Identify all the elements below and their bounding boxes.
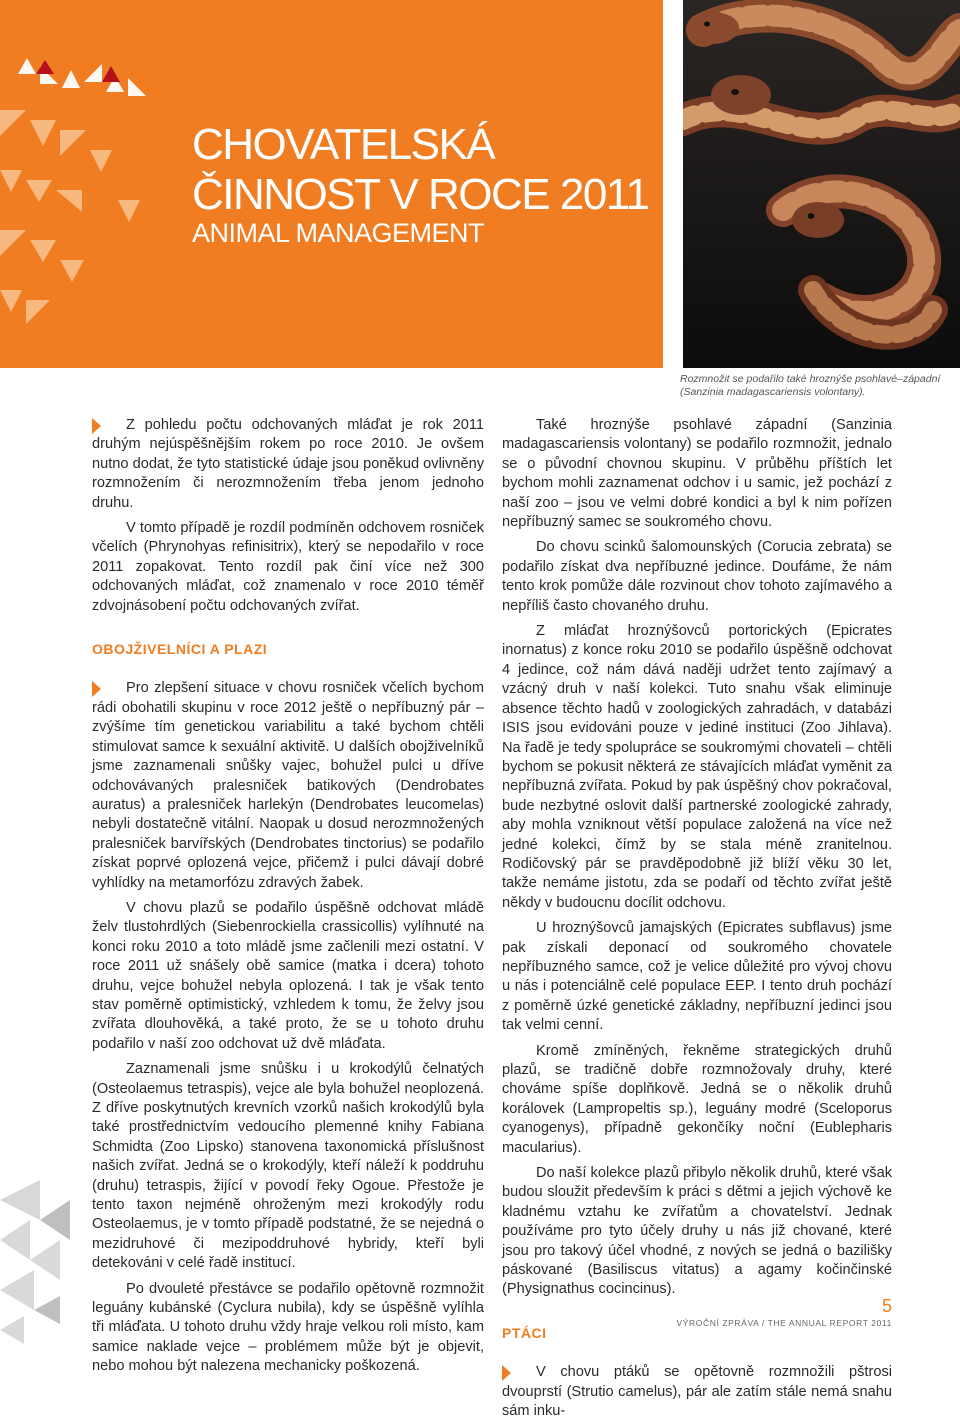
reptiles-paragraph-3: Zaznamenali jsme snůšku i u krokodýlů čelnatých (Osteolaemus tetraspis), vejce ale byla bohužel neoplozená. Z dříve poskytnutých krevních vzorků našich krokodýlů byla také prostřednictvím vedoucího plemenné knihy Fabiana Schmidta (Zoo Lipsko) stanovena taxonomická příslušnost našich zvířat. Jedná se o krokodýly, kteří náleží k poddruhu (druhu) tetraspis, žijící v povodí řeky Ogoue. Přestože je tento taxon nejméně ohroženým mezi krokodýly rodu Osteolaemus, je v tomto případě podstatné, že se nejedná o mezidruhové či mezipoddruhové hybridy, kteří byli detekováni v celé řadě institucí. [92, 1061, 484, 1272]
right-paragraph-4: U hroznýšovců jamajských (Epicrates subflavus) jsme pak získali deponací od soukromého chovatele nepříbuzného samce, což je velice důležité pro vývoj chovu u nás i potenciálně celé populace EEP. I tento druh pochází z poměrně úzké genetické základny, nepříbuzní jedinci jsou tak velmi cenní. [502, 920, 892, 1034]
reptiles-paragraph-2: V chovu plazů se podařilo úspěšně odchovat mládě želv tlustohrdlých (Siebenrockiella crassicollis) vylíhnuté na konci roku 2010 a toto mládě jsme začlenili mezi ostatní. V roce 2011 už snášely obě samice (matka i dcera) tohoto druhu, vejce bohužel nebyla oplozená. I tak je však tento stav poměrně optimistický, vzhledem k tomu, že želvy jsou zvířata dlouhověká, a také proto, že se u tohoto druhu podařilo v naší zoo odchovat už dvě mláďata. [92, 899, 484, 1052]
page-title-line-2: ČINNOST V ROCE 2011 [192, 170, 649, 219]
page-title-line-1: CHOVATELSKÁ [192, 120, 495, 169]
right-column [502, 416, 892, 1428]
caption-line-2: (Sanzinia madagascariensis volontany). [680, 386, 866, 398]
right-paragraph-6: Do naší kolekce plazů přibylo několik druhů, které však budou sloužit především k práci s dětmi a jejich výchově ke kladnému vztahu ke zvířatům a chovatelství. Jednak používáme pro tyto účely druhy u nás již chované, které jsou pro takový účel vhodné, z nových se jedná o baziliškу páskované (Basiliscus vitatus) a agamy kočinčinské (Physignathus cocincinus). [502, 1165, 892, 1298]
snake-photo [683, 0, 960, 368]
page-number: 5 [881, 1296, 892, 1316]
right-paragraph-2: Do chovu scinků šalomounských (Corucia zebrata) se podařilo získat dva nepříbuzné jedince. Doufáme, že nám tento krok pomůže dále rozvinout chov tohoto zajímavého a nepříliš často chovaného druhu. [502, 539, 892, 614]
amphibians-paragraph-1 [92, 679, 484, 892]
caption-line-1: Rozmnožit se podařilo také hroznýše psohlavé–západní [680, 373, 941, 385]
left-column [92, 416, 484, 1383]
corner-triangle-decoration [0, 1180, 80, 1356]
intro-paragraph-2: V tomto případě je rozdíl podmíněn odchovem rosniček včelích (Phrynohyas refinisitrix), který se nepodařilo v roce 2011 zopakovat. Tento rozdíl pak činí více než 300 odchovaných mláďat, což znamenalo v roce 2010 téměř zdvojnásobení počtu odchovaných zvířat. [92, 520, 484, 614]
photo-caption [680, 373, 950, 399]
section-heading-birds: PTÁCI [502, 1324, 547, 1341]
right-paragraph-5: Kromě zmíněných, řekněme strategických druhů plazů, se tradičně dobře rozmnožovaly druhy, které chováme spíše doplňkově. Jedná se o několik druhů korálovek (Lampropeltis sp.), leguány modré (Sceloporus cyanogenys), případně gekončíky noční (Eublepharis macularius). [502, 1042, 892, 1156]
section-heading-amphibians-reptiles: OBOJŽIVELNÍCI A PLAZI [92, 641, 268, 658]
amphibians-paragraph-1-text: Pro zlepšení situace v chovu rosniček včelích bychom rádi obohatili skupinu v roce 2012 ještě o nepříbuzný pár – zvýšíme tím genetickou variabilitu a také bychom chtěli stimulovat samce k sexuální aktivitě. U dalších obojživelníků jsme zaznamenali snůšky vajec, bohužel pulci u dříve odchovávaných pralesniček batikových (Dendrobates auratus) a pralesniček harlekýn (Dendrobates leucomelas) nebyli dostatečně vitální. Naopak u dosud nerozmnožených pralesniček barvířských (Dendrobates tinctorius) se podařilo získat poprvé oplozená vejce, přičemž i pulci dávají dobré vyhlídky na metamorfózu zdravých žabek. [92, 680, 484, 891]
title-block [192, 120, 648, 248]
birds-paragraph-1 [502, 1363, 892, 1421]
page-subtitle: ANIMAL MANAGEMENT [192, 218, 485, 248]
footer-report-label: VÝROČNÍ ZPRÁVA / THE ANNUAL REPORT 2011 [676, 1318, 892, 1328]
header-banner [0, 0, 663, 368]
right-paragraph-1: Také hroznýše psohlavé západní (Sanzinia madagascariensis volontany) se podařilo rozmnožit, jednalo se o původní chovnou skupinu. V průběhu příštích let bychom mohli zaznamenat odchov i u samic, jež pochází z naší zoo – jsou ve velmi dobré kondici a byl k nim pořízen nepříbuzný samec se soukromého chovu. [502, 417, 892, 531]
right-paragraph-3: Z mláďat hroznýšovců portorických (Epicrates inornatus) z konce roku 2010 se podařilo úspěšně odchovat 4 jedince, což nám dává naději udržet tento zajímavý a vzácný druh v naší kolekci. Tuto snahu však eliminuje absence těchto hadů v zoologických zahradách, v databázi ISIS jsou evidováni pouze v jediné instituci (Zoo Jihlava). Na řadě je tedy spolupráce se soukromými chovateli – chtěli bychom se pokusit některá ze stávajících mláďat vyměnit za nepříbuzná zvířata. Pokud by pak úspěšný chov pokračoval, bude nezbytné oslovit další partnerské zoologické zahrady, aby mohla vzniknout větší populace založená na více než jedné kolekci, čímž by se stala méně zranitelnou. Rodičovský pár se pravděpodobně již blíží věku 30 let, takže nemáme jistotu, zda se podaří od těchto zvířat ještě někdy v budoucnu docílit odchovu. [502, 623, 892, 911]
boa-snake-illustration [683, 0, 960, 368]
intro-paragraph-1 [92, 416, 484, 513]
reptiles-paragraph-4: Po dvouleté přestávce se podařilo opětovně rozmnožit leguány kubánské (Cyclura nubila), kdy se úspěšně vylíhla tři mláďata. U tohoto druhu vždy hraje velkou roli místo, kam samice naklade vejce – problémem může být je objevit, nebo mohou být nalezena mechanicky poškozená. [92, 1280, 484, 1375]
intro-paragraph-1-text: Z pohledu počtu odchovaných mláďat je rok 2011 druhým nejúspěšnějším rokem po roce 2010. Je ovšem nutno dodat, že tyto statistické údaje jsou poněkud ovlivněny rozmnožením či nerozmnožením třeba jenom jednoho druhu. [92, 417, 484, 511]
birds-paragraph-1-text: V chovu ptáků se opětovně rozmnožili pštrosi dvouprstí (Strutio camelus), pár ale zatím stále nemá snahu sám inku- [502, 1364, 892, 1420]
